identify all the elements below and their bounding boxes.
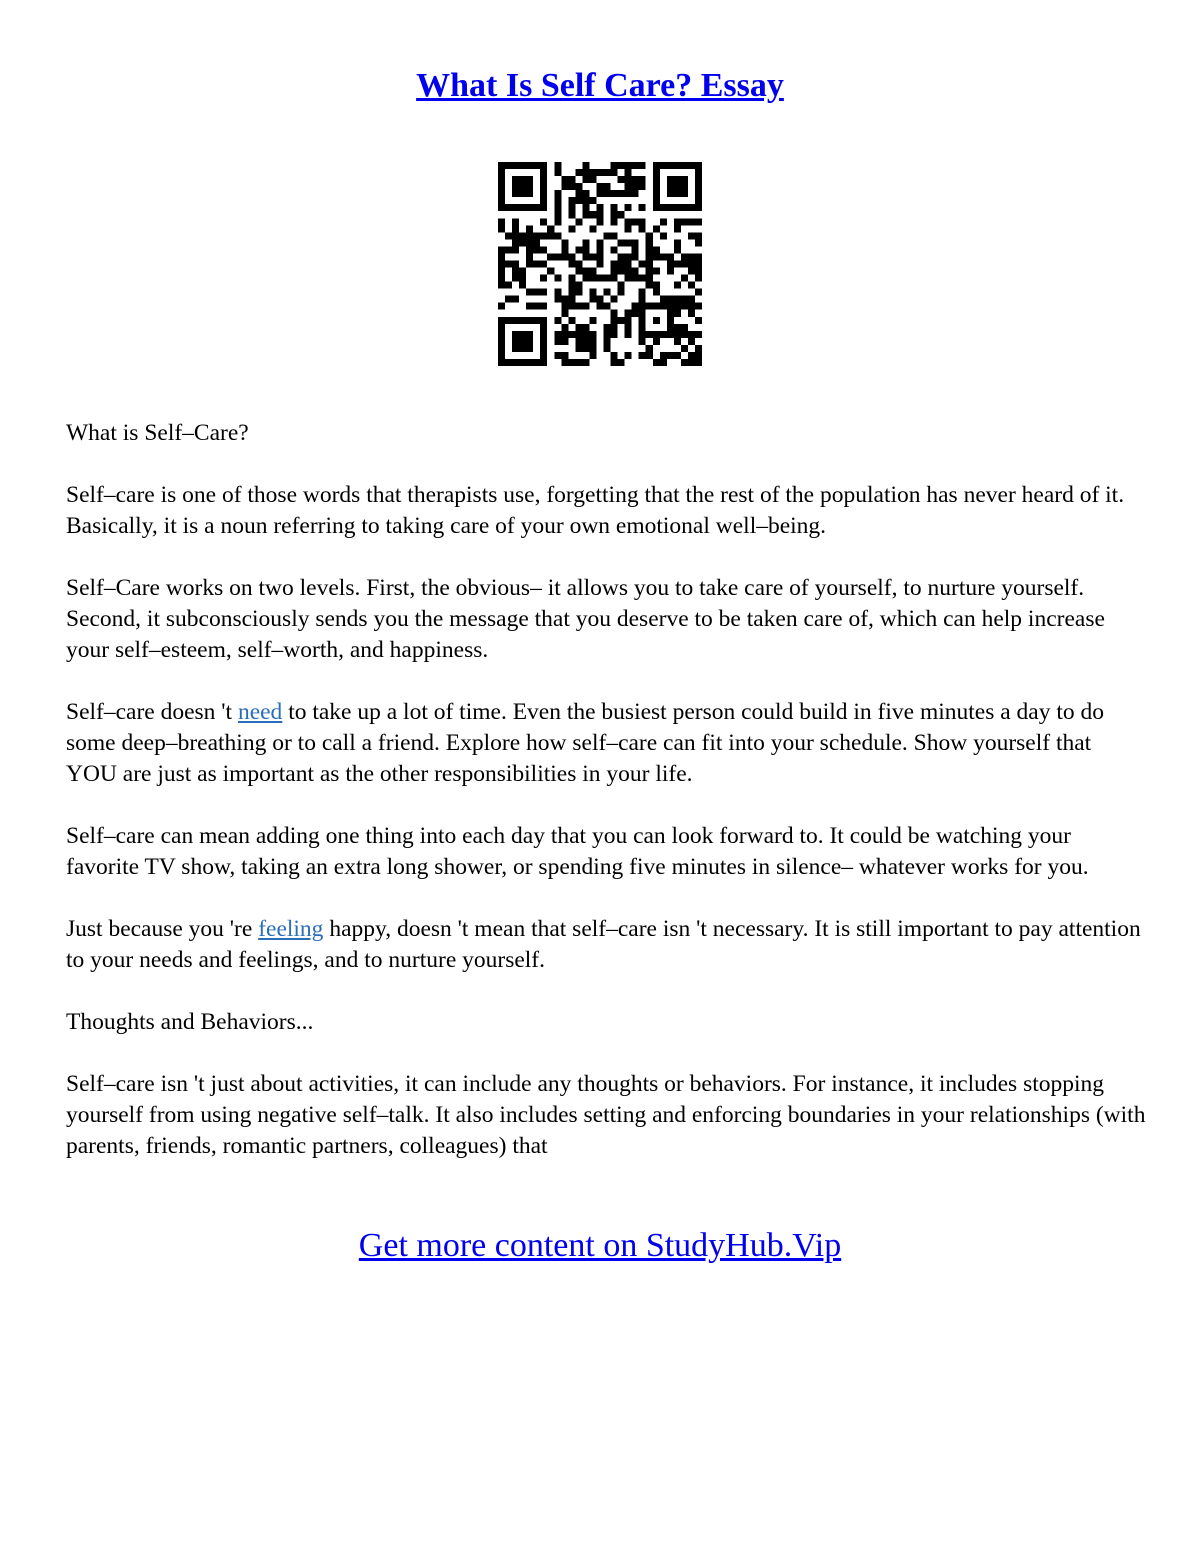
need-link[interactable]: need: [237, 699, 283, 725]
paragraph-5: [66, 914, 1146, 976]
studyhub-link[interactable]: Get more content on StudyHub.Vip: [358, 1227, 842, 1264]
paragraph-3: [66, 697, 1146, 790]
footer: [0, 1225, 1200, 1267]
subheading: Thoughts and Behaviors...: [66, 1009, 314, 1035]
paragraph-3-text: Self–care doesn 't: [66, 699, 238, 725]
paragraph-5-text-end: happy, doesn 't mean that self–care isn 't necessary. It is still important to pay attention to your needs and feelings, and to nurture yourself.: [66, 916, 1141, 973]
qr-code-image: [498, 162, 702, 366]
section-heading: What is Self–Care?: [66, 420, 249, 446]
paragraph-5-text: Just because you 're: [66, 916, 259, 942]
document-title: [0, 64, 1200, 108]
paragraph-1: Self–care is one of those words that therapists use, forgetting that the rest of the population has never heard of it. Basically, it is a noun referring to taking care of your own emotional well–being.: [66, 482, 1125, 539]
paragraph-2: Self–Care works on two levels. First, the obvious– it allows you to take care of yourself, to nurture yourself. Second, it subconsciously sends you the message that you deserve to be taken care of, which can help increase your self–esteem, self–worth, and happiness.: [66, 575, 1105, 663]
essay-body: [66, 418, 1146, 1193]
paragraph-6: Self–care isn 't just about activities, it can include any thoughts or behaviors. For instance, it includes stopping yourself from using negative self–talk. It also includes setting and enforcing boundaries in your relationships (with parents, friends, romantic partners, colleagues) that: [66, 1071, 1146, 1159]
feeling-link[interactable]: feeling: [258, 916, 324, 942]
title-link[interactable]: What Is Self Care? Essay: [416, 67, 784, 104]
paragraph-3-text-end: to take up a lot of time. Even the busiest person could build in five minutes a day to do some deep–breathing or to call a friend. Explore how self–care can fit into your schedule. Show yourself that YOU are just as important as the other responsibilities in your life.: [66, 699, 1104, 787]
paragraph-4: Self–care can mean adding one thing into each day that you can look forward to. It could be watching your favorite TV show, taking an extra long shower, or spending five minutes in silence– whatever works for you.: [66, 823, 1089, 880]
